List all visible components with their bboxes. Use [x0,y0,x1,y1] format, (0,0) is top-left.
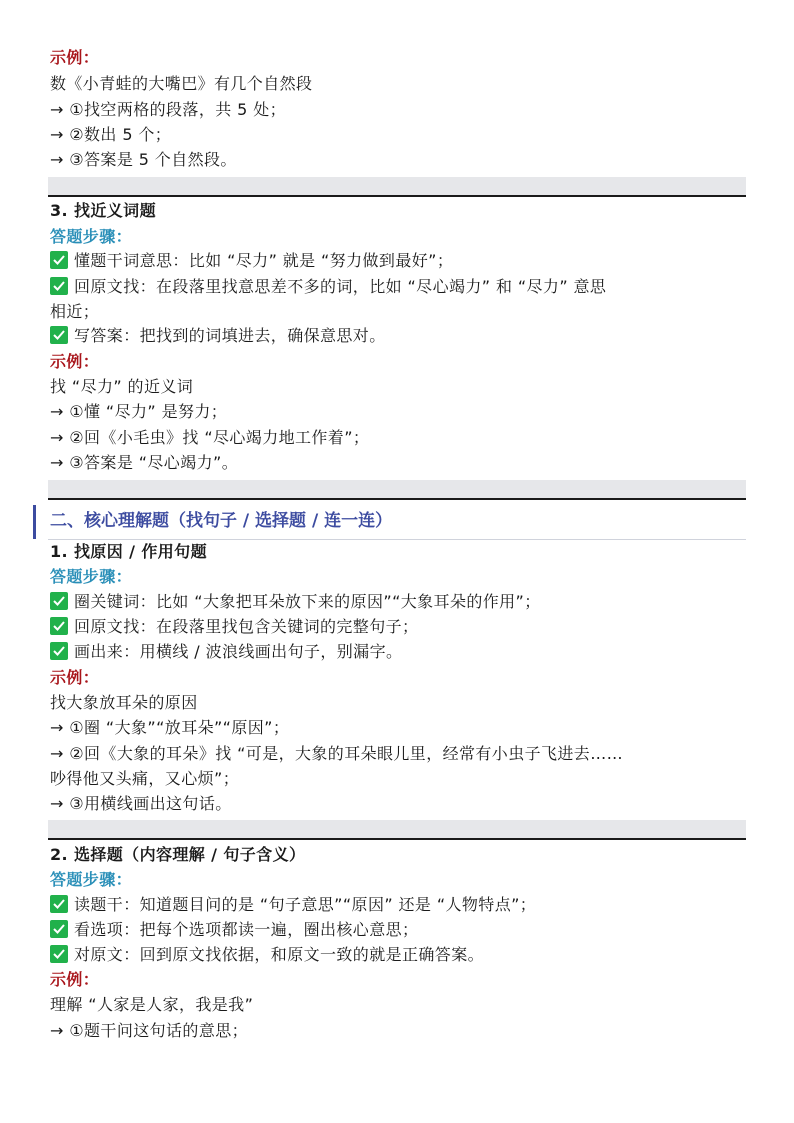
subsection-heading: 3. 找近义词题 [50,201,156,220]
check-mark-icon [50,251,68,269]
step-item [50,617,418,637]
step-text: 懂题干词意思：比如 “尽力” 就是 “努力做到最好”； [74,251,454,270]
check-mark-icon [50,642,68,660]
example-step: → ①圈 “大象”“放耳朵”“原因”； [50,718,290,737]
example-title: 找大象放耳朵的原因 [50,693,198,712]
step-text: 对原文：回到原文找依据，和原文一致的就是正确答案。 [74,945,485,964]
subsection-heading: 2. 选择题（内容理解 / 句子含义） [50,845,306,864]
check-mark-icon [50,617,68,635]
example-title: 找 “尽力” 的近义词 [50,377,194,396]
step-text: 圈关键词：比如 “大象把耳朵放下来的原因”“大象耳朵的作用”； [74,592,541,611]
example-title: 理解 “人家是人家，我是我” [50,995,254,1014]
steps-label: 答题步骤： [50,870,133,889]
example-label: 示例： [50,668,100,687]
steps-label: 答题步骤： [50,567,133,586]
example-label: 示例： [50,352,100,371]
example-step: → ①找空两格的段落，共 5 处； [50,100,286,119]
step-item [50,251,453,271]
example-step: → ③答案是 “尽心竭力”。 [50,453,239,472]
step-text: 回原文找：在段落里找包含关键词的完整句子； [74,617,419,636]
step-item [50,920,418,940]
example-title: 数《小青蛙的大嘴巴》有几个自然段 [50,74,313,93]
step-item [50,592,541,612]
example-step: → ①懂 “尽力” 是努力； [50,402,228,421]
step-text: 画出来：用横线 / 波浪线画出句子，别漏字。 [74,642,403,661]
step-text: 看选项：把每个选项都读一遍，圈出核心意思； [74,920,419,939]
part-heading: 二、核心理解题（找句子 / 选择题 / 连一连） [50,511,393,531]
step-text: 读题干：知道题目问的是 “句子意思”“原因” 还是 “人物特点”； [74,895,537,914]
steps-label: 答题步骤： [50,227,133,246]
step-item [50,895,536,915]
subsection-heading: 1. 找原因 / 作用句题 [50,542,207,561]
check-mark-icon [50,326,68,344]
section-divider [48,177,746,197]
check-mark-icon [50,592,68,610]
heading-accent-bar [33,505,36,539]
step-item [50,945,484,965]
example-step: → ②数出 5 个； [50,125,172,144]
step-item [50,277,606,297]
section-divider [48,480,746,500]
example-step: → ③答案是 5 个自然段。 [50,150,237,169]
heading-rule [48,539,746,540]
example-step-continued: 吵得他又头痛，又心烦”； [50,769,240,788]
step-text: 写答案：把找到的词填进去，确保意思对。 [74,326,386,345]
check-mark-icon [50,920,68,938]
example-label: 示例： [50,48,100,67]
example-step: → ②回《大象的耳朵》找 “可是，大象的耳朵眼儿里，经常有小虫子飞进去…… [50,744,624,763]
step-text: 回原文找：在段落里找意思差不多的词，比如 “尽心竭力” 和 “尽力” 意思 [74,277,607,296]
step-item [50,326,386,346]
check-mark-icon [50,945,68,963]
step-item [50,642,402,662]
example-label: 示例： [50,970,100,989]
check-mark-icon [50,895,68,913]
example-step: → ③用横线画出这句话。 [50,794,232,813]
section-divider [48,820,746,840]
example-step: → ①题干问这句话的意思； [50,1021,249,1040]
example-step: → ②回《小毛虫》找 “尽心竭力地工作着”； [50,428,370,447]
check-mark-icon [50,277,68,295]
step-text-continued: 相近； [50,302,100,321]
